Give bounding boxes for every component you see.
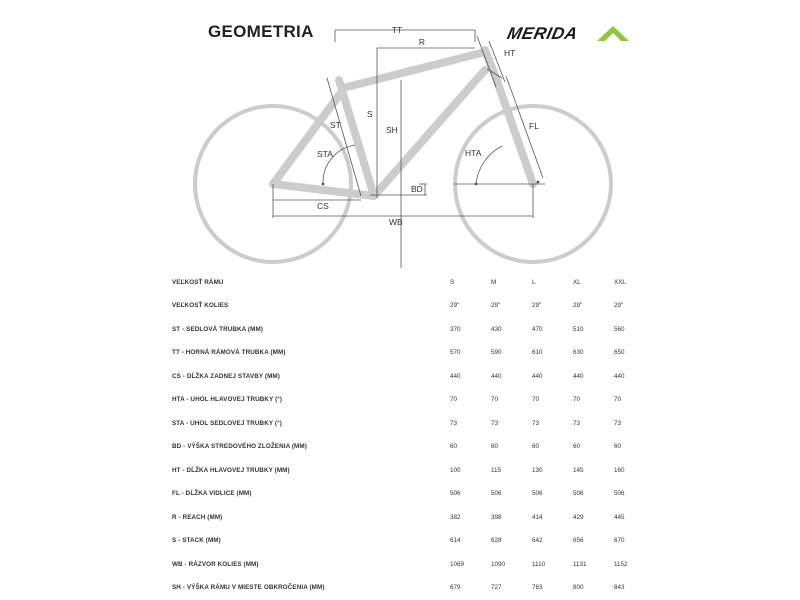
cell-value: 440 [491,372,502,380]
table-row [172,365,654,389]
label-bd: BD [411,184,423,194]
cell-value: 29" [450,302,460,310]
label-r: R [418,37,426,47]
cell-value: 506 [614,490,625,498]
row-label: HTA - UHOL HLAVOVEJ TRUBKY (°) [172,396,283,404]
row-label: VEĽKOSŤ KOLIES [172,302,229,310]
cell-value: 115 [491,466,502,474]
cell-value: 70 [450,396,458,404]
cell-value: 440 [573,372,584,380]
cell-value: 727 [491,584,502,592]
svg-text:MERIDA: MERIDA [505,23,580,43]
cell-value: 70 [532,396,540,404]
cell-value: 29" [532,302,542,310]
cell-value: 70 [573,396,581,404]
cell-value: 610 [532,349,543,357]
table-row [172,388,654,412]
cell-value: 506 [491,490,502,498]
seat-stay [273,90,343,184]
cell-value: 370 [450,325,461,333]
cell-value: 73 [614,419,622,427]
cell-value: 1152 [614,560,628,568]
cell-value: 60 [491,443,499,451]
cell-value: 70 [614,396,622,404]
cell-value: 614 [450,537,461,545]
label-sta: STA [317,149,333,159]
label-sh: SH [386,125,398,135]
cell-value: 70 [491,396,499,404]
table-row [172,506,654,530]
row-label: FL - DĹŽKA VIDLICE (MM) [172,490,252,498]
cell-value: 29" [573,302,583,310]
cell-value: 130 [532,466,543,474]
geometry-table [172,270,654,600]
cell-value: 510 [573,325,584,333]
row-label: S - STACK (MM) [172,537,221,545]
table-row [172,529,654,553]
label-st: ST [330,120,341,130]
cell-value: 800 [573,584,584,592]
cell-value: 440 [532,372,543,380]
label-wb: WB [389,217,403,227]
cell-value: 560 [614,325,625,333]
cell-value: 382 [450,513,461,521]
cell-value: 440 [450,372,461,380]
cell-value: 670 [614,537,625,545]
table-row [172,576,654,600]
top-tube [343,52,485,88]
label-s: S [367,109,373,119]
table-row [172,435,654,459]
cell-value: 73 [573,419,581,427]
cell-value: 160 [614,466,625,474]
cell-value: 506 [573,490,584,498]
geometry-diagram [0,0,800,270]
cell-value: 445 [614,513,625,521]
table-row [172,482,654,506]
cell-value: 843 [614,584,625,592]
cell-value: 590 [491,349,502,357]
table-row [172,412,654,436]
table-row [172,553,654,577]
cell-value: 1131 [573,560,587,568]
cell-value: 73 [532,419,540,427]
row-label: BD - VÝŠKA STREDOVÉHO ZLOŽENIA (MM) [172,443,307,451]
size-s: S [450,278,455,286]
page-title: GEOMETRIA [208,22,314,41]
cell-value: 414 [532,513,543,521]
row-label: HT - DĹŽKA HLAVOVEJ TRUBKY (MM) [172,466,290,474]
fork [496,78,533,184]
cell-value: 506 [450,490,461,498]
cell-value: 470 [532,325,543,333]
size-xl: XL [573,278,581,286]
table-header-row [172,270,654,294]
label-hta: HTA [465,148,482,158]
cell-value: 73 [491,419,499,427]
size-l: L [532,278,536,286]
cell-value: 1110 [532,560,546,568]
cell-value: 145 [573,466,584,474]
label-fl: FL [529,121,539,131]
cell-value: 29" [614,302,624,310]
cell-value: 29" [491,302,501,310]
cell-value: 642 [532,537,543,545]
cell-value: 60 [614,443,622,451]
cell-value: 506 [532,490,543,498]
row-label: CS - DĹŽKA ZADNEJ STAVBY (MM) [172,372,280,380]
row-label: SH - VÝŠKA RÁMU V MIESTE OBKROČENIA (MM) [172,584,325,592]
cell-value: 60 [532,443,540,451]
cell-value: 100 [450,466,461,474]
cell-value: 628 [491,537,502,545]
table-row [172,459,654,483]
row-label: TT - HORNÁ RÁMOVÁ TRUBKA (MM) [172,349,286,357]
label-tt: TT [391,25,403,35]
cell-value: 650 [614,349,625,357]
cell-value: 656 [573,537,584,545]
chain-stay [273,184,374,196]
table-row [172,341,654,365]
label-ht: HT [504,48,516,58]
row-label: ST - SEDLOVÁ TRUBKA (MM) [172,325,264,333]
size-xxl: XXL [614,278,626,286]
row-label: WB - RÁZVOR KOLIES (MM) [172,560,259,568]
cell-value: 60 [573,443,581,451]
size-m: M [491,278,497,286]
table-row [172,294,654,318]
label-cs: CS [317,201,329,211]
cell-value: 1090 [491,560,506,568]
cell-value: 398 [491,513,502,521]
cell-value: 440 [614,372,625,380]
cell-value: 429 [573,513,584,521]
header-label: VEĽKOSŤ RÁMU [172,278,224,286]
cell-value: 60 [450,443,458,451]
cell-value: 430 [491,325,502,333]
row-label: R - REACH (MM) [172,513,223,521]
cell-value: 1069 [450,560,465,568]
cell-value: 73 [450,419,458,427]
cell-value: 630 [573,349,584,357]
cell-value: 570 [450,349,461,357]
row-label: STA - UHOL SEDLOVEJ TRUBKY (°) [172,419,282,427]
cell-value: 763 [532,584,543,592]
cell-value: 679 [450,584,461,592]
table-row [172,318,654,342]
